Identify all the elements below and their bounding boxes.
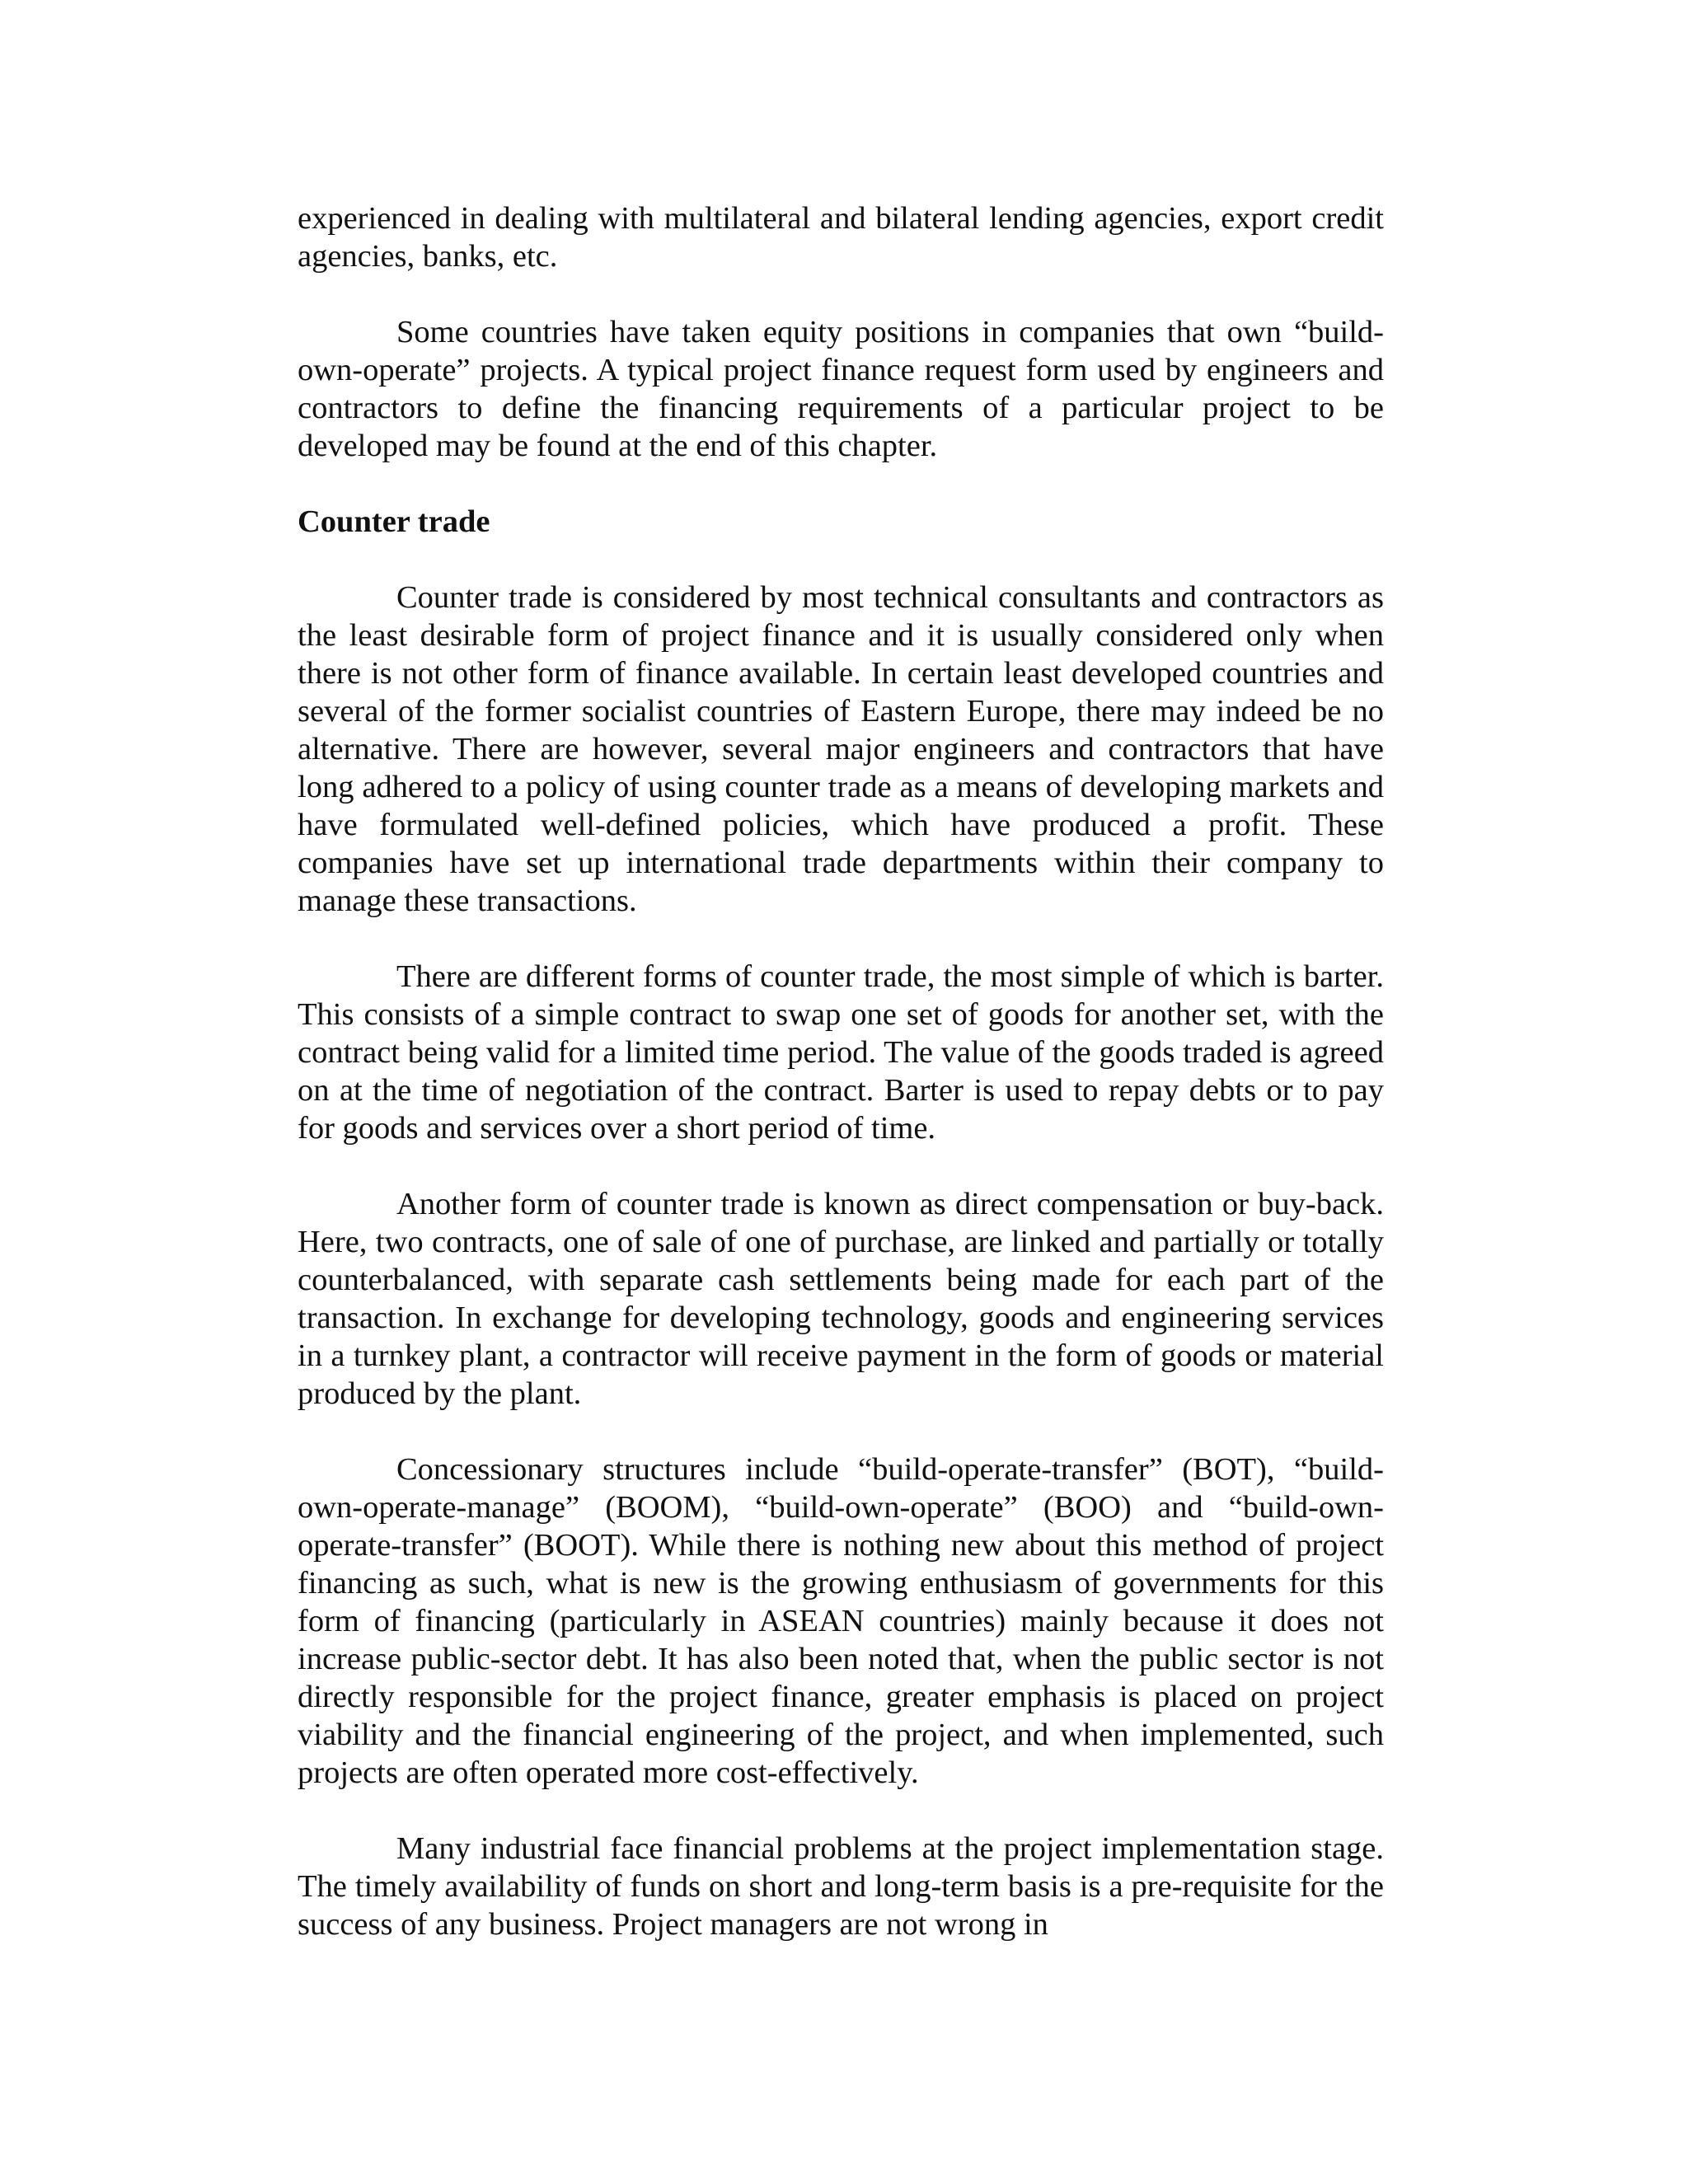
- paragraph-financial-problems: Many industrial face financial problems at the project implementation stage. The timely availability of funds on short and long-term basis is a pre-requisite for the success of any business. Project managers are not wrong in: [298, 1831, 1384, 1942]
- paragraph-counter-trade-intro: Counter trade is considered by most technical consultants and contractors as the least desirable form of project finance and it is usually considered only when there is not other form of finance available. In certain least developed countries and several of the former socialist countries of Eastern Europe, there may indeed be no alternative. There are however, several major engineers and contractors that have long adhered to a policy of using counter trade as a means of developing markets and have formulated well-defined policies, which have produced a profit. These companies have set up international trade departments within their company to manage these transactions.: [298, 580, 1384, 918]
- paragraph-concessionary-structures: Concessionary structures include “build-operate-transfer” (BOT), “build-own-operate-manage” (BOOM), “build-own-operate” (BOO) and “build-own-operate-transfer” (BOOT). While there is nothing new about this method of project financing as such, what is new is the growing enthusiasm of governments for this form of financing (particularly in ASEAN countries) mainly because it does not increase public-sector debt. It has also been noted that, when the public sector is not directly responsible for the project finance, greater emphasis is placed on project viability and the financial engineering of the project, and when implemented, such projects are often operated more cost-effectively.: [298, 1452, 1384, 1790]
- paragraph-continued: experienced in dealing with multilateral and bilateral lending agencies, export credit agencies, banks, etc.: [298, 201, 1384, 274]
- section-heading: Counter trade: [298, 504, 490, 539]
- paragraph-equity-positions: Some countries have taken equity positions in companies that own “build-own-operate” projects. A typical project finance request form used by engineers and contractors to define the financing requirements of a particular project to be developed may be found at the end of this chapter.: [298, 315, 1384, 463]
- document-body: [298, 199, 1384, 1981]
- paragraph-barter: There are different forms of counter trade, the most simple of which is barter. This consists of a simple contract to swap one set of goods for another set, with the contract being valid for a limited time period. The value of the goods traded is agreed on at the time of negotiation of the contract. Barter is used to repay debts or to pay for goods and services over a short period of time.: [298, 959, 1384, 1146]
- paragraph-buy-back: Another form of counter trade is known as direct compensation or buy-back. Here, two contracts, one of sale of one of purchase, are linked and partially or totally counterbalanced, with separate cash settlements being made for each part of the transaction. In exchange for developing technology, goods and engineering services in a turnkey plant, a contractor will receive payment in the form of goods or material produced by the plant.: [298, 1187, 1384, 1411]
